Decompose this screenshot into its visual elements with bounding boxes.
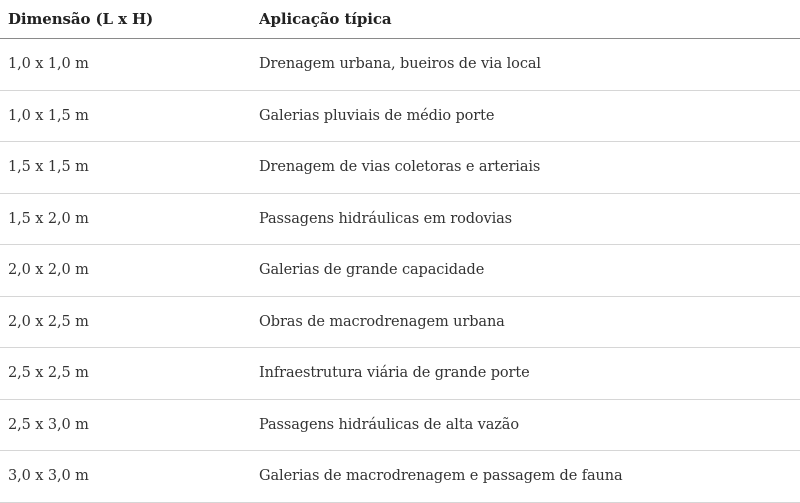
table-row	[0, 451, 800, 503]
dimension-cell: 1,5 x 1,5 m	[0, 142, 259, 194]
application-cell: Galerias pluviais de médio porte	[259, 90, 800, 142]
table-row	[0, 348, 800, 400]
dimension-cell: 1,5 x 2,0 m	[0, 193, 259, 245]
column-header-dimension: Dimensão (L x H)	[0, 0, 259, 39]
dimension-cell: 2,5 x 2,5 m	[0, 348, 259, 400]
application-cell: Obras de macrodrenagem urbana	[259, 296, 800, 348]
dimension-cell: 2,0 x 2,0 m	[0, 245, 259, 297]
application-cell: Infraestrutura viária de grande porte	[259, 348, 800, 400]
table-row	[0, 296, 800, 348]
dimension-cell: 2,0 x 2,5 m	[0, 296, 259, 348]
application-cell: Passagens hidráulicas em rodovias	[259, 193, 800, 245]
dimension-cell: 1,0 x 1,5 m	[0, 90, 259, 142]
application-cell: Galerias de grande capacidade	[259, 245, 800, 297]
table-row	[0, 245, 800, 297]
column-header-application: Aplicação típica	[259, 0, 800, 39]
table-header-row	[0, 0, 800, 39]
application-cell: Drenagem de vias coletoras e arteriais	[259, 142, 800, 194]
table-row	[0, 142, 800, 194]
application-cell: Drenagem urbana, bueiros de via local	[259, 39, 800, 91]
application-cell: Passagens hidráulicas de alta vazão	[259, 399, 800, 451]
table-row	[0, 193, 800, 245]
dimension-cell: 2,5 x 3,0 m	[0, 399, 259, 451]
table-row	[0, 90, 800, 142]
table-row	[0, 399, 800, 451]
application-cell: Galerias de macrodrenagem e passagem de fauna	[259, 451, 800, 503]
table-row	[0, 39, 800, 91]
dimension-cell: 3,0 x 3,0 m	[0, 451, 259, 503]
table-body	[0, 39, 800, 503]
table-header	[0, 0, 800, 39]
dimension-cell: 1,0 x 1,0 m	[0, 39, 259, 91]
